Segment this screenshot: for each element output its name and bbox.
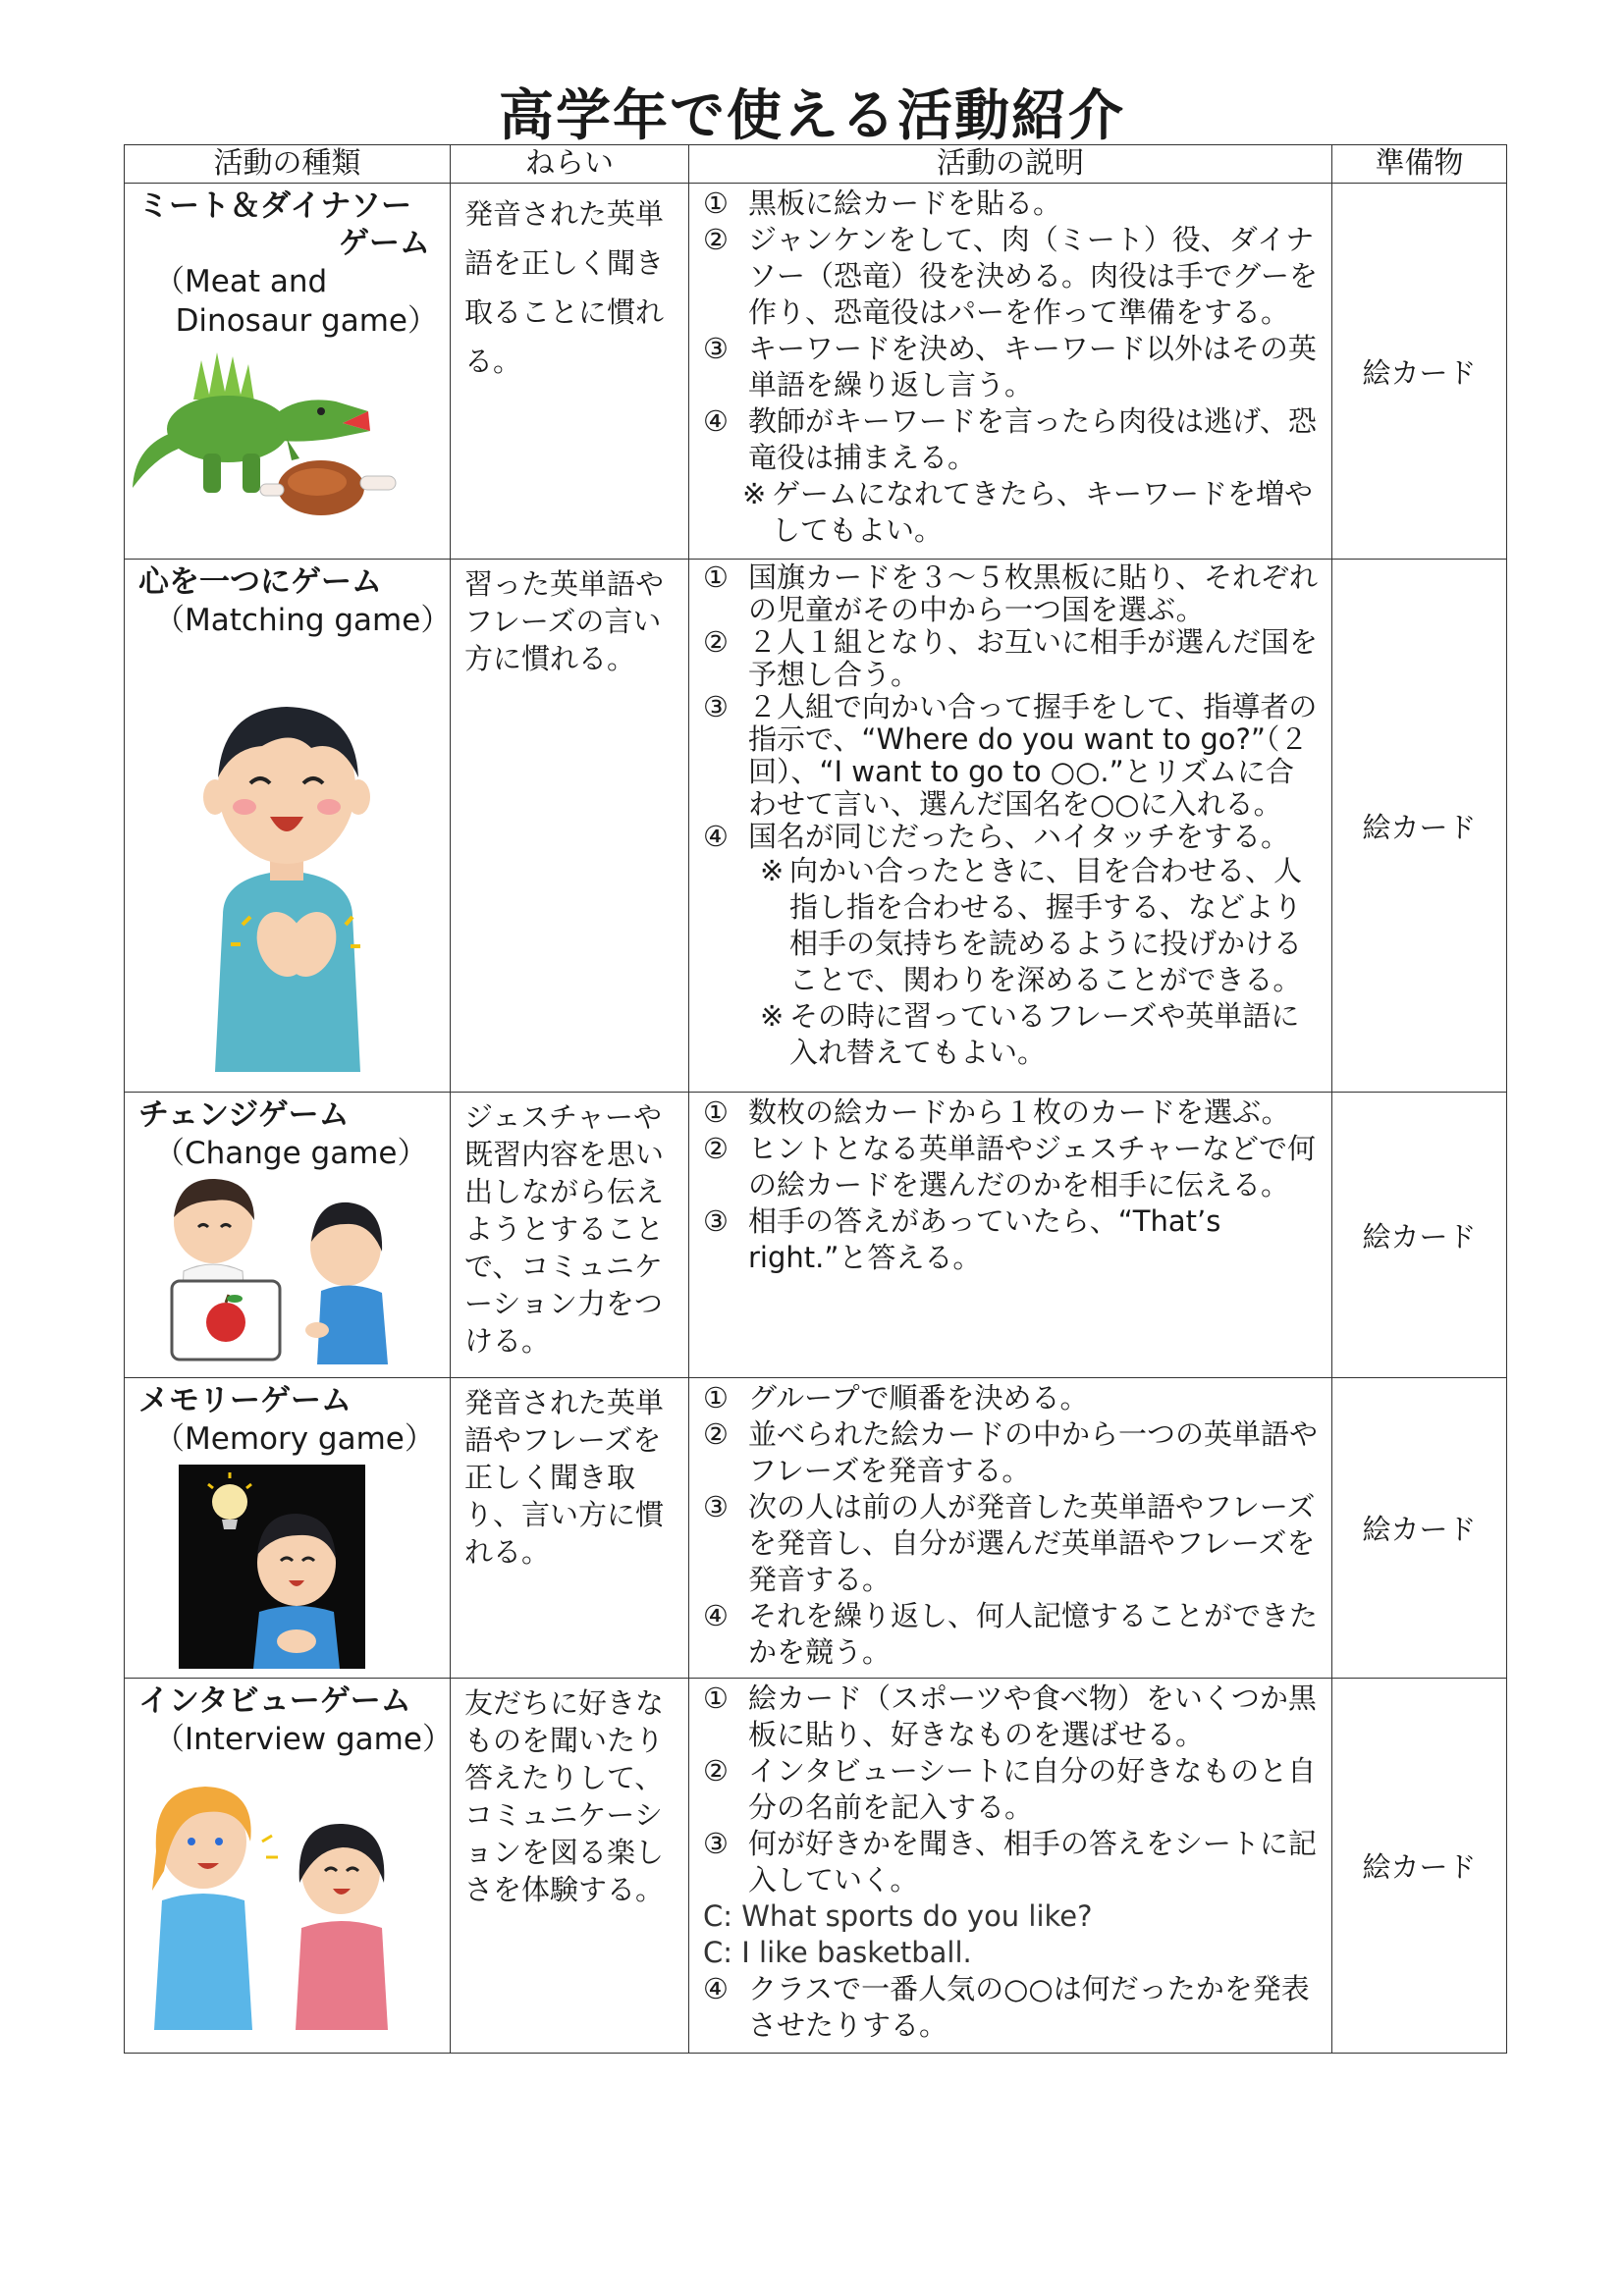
- table-row: [125, 1093, 1507, 1378]
- step-item: ① 絵カード（スポーツや食べ物）をいくつか黒板に貼り、好きなものを選ばせる。: [703, 1682, 1317, 1751]
- activity-name-cell: [125, 1679, 451, 2054]
- note-item: ※ ゲームになれてきたら、キーワードを増やしてもよい。: [742, 477, 1314, 547]
- activity-name-en: （Meat and: [154, 264, 328, 299]
- step-item: ① 国旗カードを３～５枚黒板に貼り、それぞれの児童がその中から一つ国を選ぶ。: [703, 561, 1319, 626]
- activity-name-cell: [125, 1378, 451, 1679]
- step-item: ② インタビューシートに自分の好きなものと自分の名前を記入する。: [703, 1754, 1317, 1824]
- step-item: ① グループで順番を決める。: [703, 1381, 1089, 1415]
- aim-text: 発音された英単語やフレーズを正しく聞き取り、言い方に慣れる。: [464, 1386, 665, 1569]
- step-item: ② ジャンケンをして、肉（ミート）役、ダイナソー（恐竜）役を決める。肉役は手でグーを作り、恐竜役はパーを作って準備をする。: [703, 223, 1319, 329]
- boy-remembering-illustration: [179, 1465, 405, 1676]
- preparation-cell: 絵カード: [1332, 1378, 1507, 1679]
- step-item: ④ それを繰り返し、何人記憶することができたかを競う。: [703, 1599, 1319, 1669]
- aim-text: 発音された英単語を正しく聞き取ることに慣れる。: [464, 197, 665, 378]
- table-row: [125, 1679, 1507, 2054]
- header-type: 活動の種類: [125, 145, 451, 184]
- children-with-picture-card-illustration: [125, 1173, 419, 1369]
- table-header-row: [125, 145, 1507, 184]
- header-preparation: 準備物: [1332, 145, 1507, 184]
- aim-text: ジェスチャーや既習内容を思い出しながら伝えようとすることで、コミュニケーション力をつける。: [464, 1100, 665, 1358]
- activity-name-cell: [125, 560, 451, 1093]
- note-item: ※ その時に習っているフレーズや英単語に入れ替えてもよい。: [760, 999, 1300, 1069]
- note-item: ※ 向かい合ったときに、目を合わせる、人指し指を合わせる、握手する、などより相手の気持ちを読めるように投げかけることで、関わりを深めることができる。: [760, 854, 1303, 996]
- step-item: ③ ２人組で向かい合って握手をして、指導者の指示で、“Where do you want to go?”（２回）、“I want to go to ○○.”とリズムに合わせて言い、選んだ国名を○○に入れる。: [703, 690, 1318, 821]
- clapping-boy-illustration: [125, 660, 449, 1092]
- header-aim: ねらい: [451, 145, 689, 184]
- table-row: [125, 184, 1507, 560]
- page-title: 高学年で使える活動紹介: [499, 84, 1125, 148]
- activity-name-cell: [125, 1093, 451, 1378]
- activity-name-ja-cont: ゲーム: [339, 226, 430, 261]
- aim-cell: [451, 1093, 689, 1378]
- dialog-line: C: What sports do you like?: [703, 1899, 1093, 1933]
- step-item: ③ 何が好きかを聞き、相手の答えをシートに記入していく。: [703, 1827, 1317, 1896]
- activity-name-en-cont: Dinosaur game）: [175, 303, 438, 339]
- aim-cell: [451, 184, 689, 560]
- description-cell: [689, 1378, 1332, 1679]
- preparation-cell: 絵カード: [1332, 184, 1507, 560]
- activity-name-ja: 心を一つにゲーム: [138, 564, 382, 600]
- step-item: ③ 次の人は前の人が発音した英単語やフレーズを発音し、自分が選んだ英単語やフレーズを発音する。: [703, 1490, 1316, 1596]
- step-item: ② ２人１組となり、お互いに相手が選んだ国を予想し合う。: [703, 625, 1319, 691]
- dialog-line: C: I like basketball.: [703, 1936, 972, 1969]
- step-item: ④ 教師がキーワードを言ったら肉役は逃げ、恐竜役は捕まえる。: [703, 404, 1317, 474]
- two-children-talking-illustration: [125, 1773, 419, 2033]
- activity-table: [124, 144, 1507, 2054]
- activity-name-cell: [125, 184, 451, 560]
- description-cell: [689, 184, 1332, 560]
- activity-name-ja: ミート＆ダイナソー: [138, 188, 412, 224]
- activity-name-ja: チェンジゲーム: [138, 1097, 350, 1133]
- table-row: [125, 560, 1507, 1093]
- aim-cell: [451, 560, 689, 1093]
- aim-cell: [451, 1378, 689, 1679]
- step-item: ③ 相手の答えがあっていたら、“That’s right.”と答える。: [703, 1204, 1250, 1274]
- header-description: 活動の説明: [689, 145, 1332, 184]
- preparation-cell: 絵カード: [1332, 560, 1507, 1093]
- step-item: ① 黒板に絵カードを貼る。: [703, 187, 1062, 220]
- aim-text: 習った英単語やフレーズの言い方に慣れる。: [464, 567, 665, 675]
- activity-name-en: （Interview game）: [154, 1722, 453, 1757]
- aim-cell: [451, 1679, 689, 2054]
- step-item: ④ 国名が同じだったら、ハイタッチをする。: [703, 820, 1290, 853]
- activity-name-en: （Matching game）: [154, 603, 452, 638]
- aim-text: 友だちに好きなものを聞いたり答えたりして、コミュニケーションを図る楽しさを体験する。: [464, 1686, 665, 1906]
- activity-name-en: （Memory game）: [154, 1421, 435, 1457]
- step-item: ② 並べられた絵カードの中から一つの英単語やフレーズを発音する。: [703, 1417, 1319, 1487]
- description-cell: [689, 560, 1332, 1093]
- table-row: [125, 1378, 1507, 1679]
- activity-name-ja: メモリーゲーム: [138, 1383, 352, 1418]
- step-item: ① 数枚の絵カードから１枚のカードを選ぶ。: [703, 1095, 1290, 1129]
- step-item: ② ヒントとなる英単語やジェスチャーなどで何の絵カードを選んだのかを相手に伝える。: [703, 1132, 1316, 1201]
- description-cell: [689, 1093, 1332, 1378]
- preparation-cell: 絵カード: [1332, 1679, 1507, 2054]
- step-item: ④ クラスで一番人気の○○は何だったかを発表させたりする。: [703, 1972, 1310, 2042]
- description-cell: [689, 1679, 1332, 2054]
- dinosaur-and-meat-illustration: [125, 341, 419, 522]
- activity-name-ja: インタビューゲーム: [138, 1683, 411, 1719]
- activity-name-en: （Change game）: [154, 1136, 428, 1171]
- preparation-cell: 絵カード: [1332, 1093, 1507, 1378]
- step-item: ③ キーワードを決め、キーワード以外はその英単語を繰り返し言う。: [703, 332, 1317, 401]
